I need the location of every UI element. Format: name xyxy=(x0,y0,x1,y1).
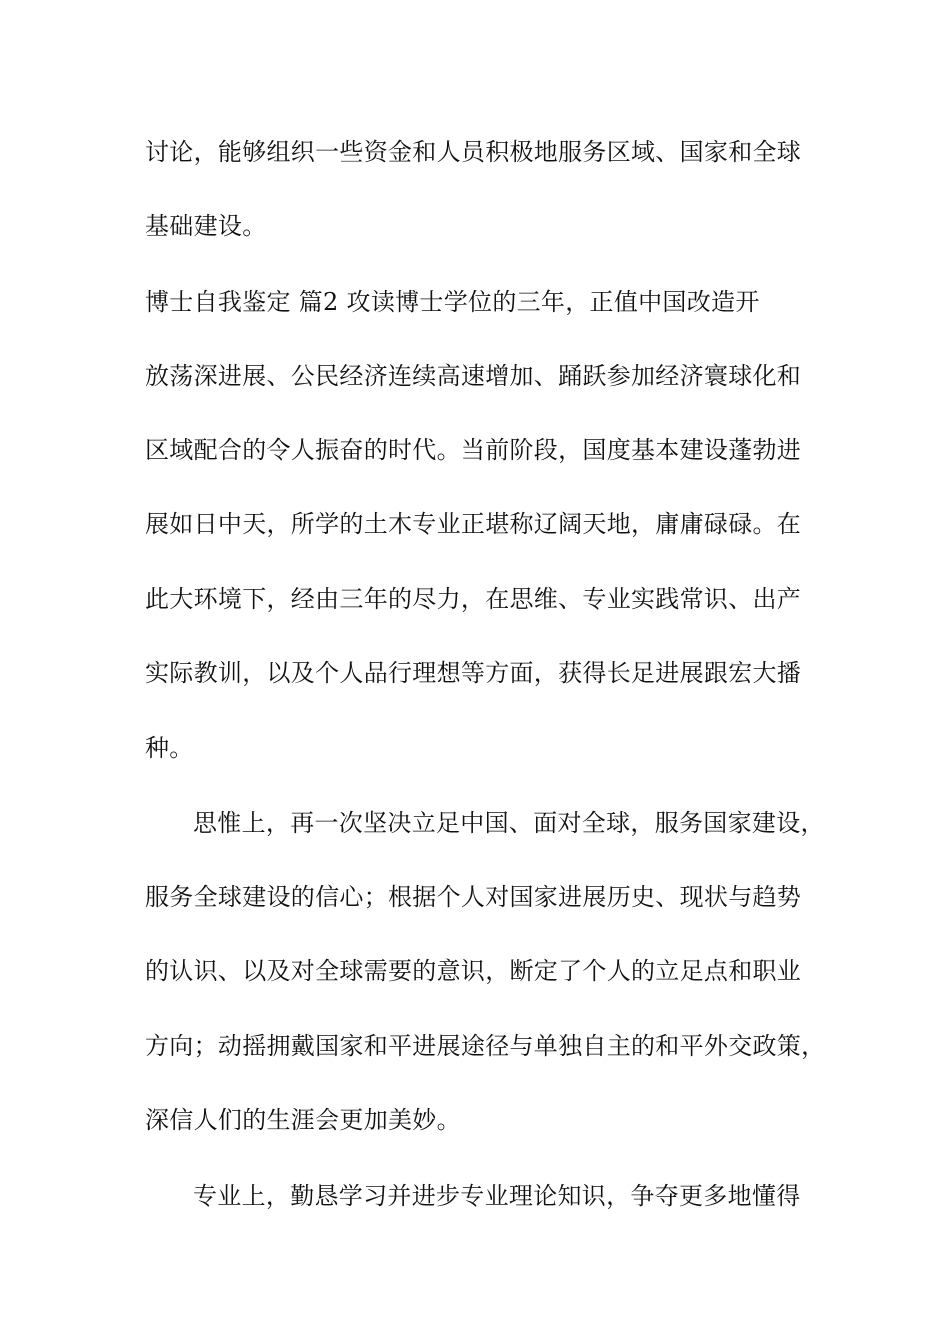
text-line: 的认识、以及对全球需要的意识，断定了个人的立足点和职业 xyxy=(145,957,802,985)
text-line: 深信人们的生涯会更加美妙。 xyxy=(145,1106,461,1134)
text-line: 讨论，能够组织一些资金和人员积极地服务区域、国家和全球 xyxy=(145,138,802,166)
text-line: 服务全球建设的信心；根据个人对国家进展历史、现状与趋势 xyxy=(145,883,802,911)
section-heading-line: 博士自我鉴定 篇2 攻读博士学位的三年，正值中国改造开 xyxy=(145,288,760,316)
text-line: 展如日中天，所学的土木专业正堪称辽阔天地，庸庸碌碌。在 xyxy=(145,510,802,538)
text-line: 区域配合的令人振奋的时代。当前阶段，国度基本建设蓬勃进 xyxy=(145,436,802,464)
text-line: 实际教训，以及个人品行理想等方面，获得长足进展跟宏大播 xyxy=(145,659,802,687)
paragraph-start-line: 专业上，勤恳学习并进步专业理论知识，争夺更多地懂得 xyxy=(193,1182,801,1210)
text-line: 种。 xyxy=(145,734,194,762)
text-line: 方向；动摇拥戴国家和平进展途径与单独自主的和平外交政策， xyxy=(145,1032,826,1060)
text-line: 此大环境下，经由三年的尽力，在思维、专业实践常识、出产 xyxy=(145,585,802,613)
text-line: 基础建设。 xyxy=(145,212,267,240)
paragraph-start-line: 思惟上，再一次坚决立足中国、面对全球，服务国家建设， xyxy=(193,809,825,837)
text-line: 放荡深进展、公民经济连续高速增加、踊跃参加经济寰球化和 xyxy=(145,362,802,390)
